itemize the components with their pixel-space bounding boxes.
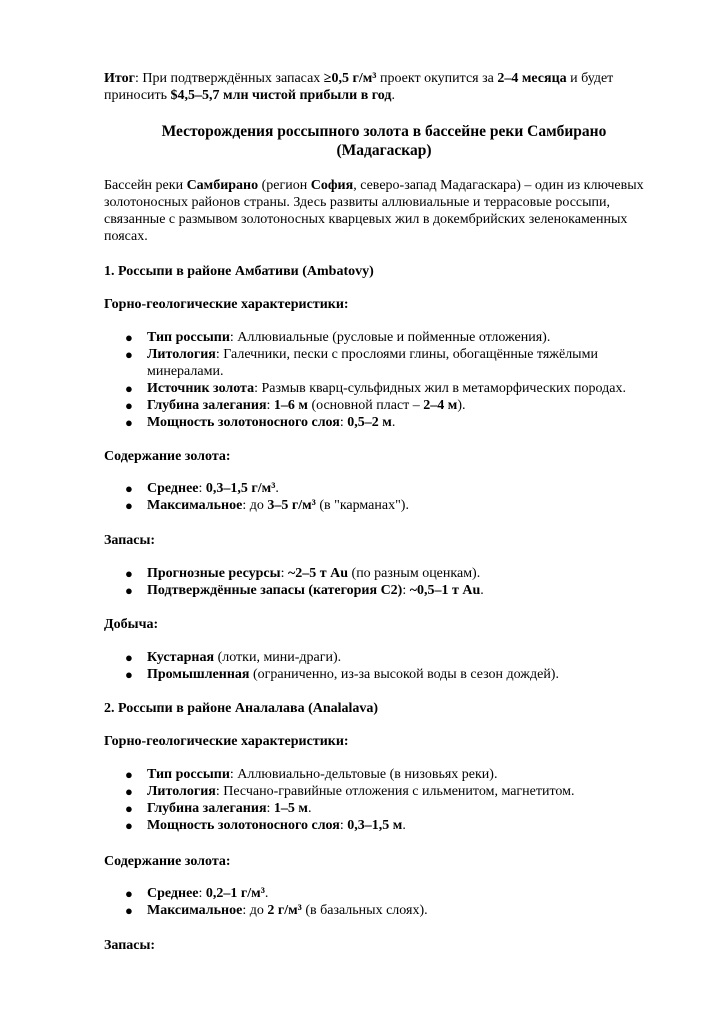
document-title: Месторождения россыпного золота в бассейне реки Самбирано (Мадагаскар) xyxy=(161,123,607,159)
bullet-icon: ● xyxy=(125,415,133,430)
intro-paragraph: Бассейн реки Самбирано (регион София, северо-запад Мадагаскара) – один из ключевых золотоносных районов страны. Здесь развиты аллювиальные и террасовые россыпи, связанные с размывом золотоносных кварцевых жил в докембрийских зеленокаменных поясах. xyxy=(104,178,644,244)
bullet-icon: ● xyxy=(125,650,133,665)
list-item: ● Мощность золотоносного слоя: 0,3–1,5 м. xyxy=(125,818,406,833)
list-item: ● Кустарная (лотки, мини-драги). xyxy=(125,650,342,665)
list-item: ● Мощность золотоносного слоя: 0,5–2 м. xyxy=(125,415,396,430)
section-2-heading: 2. Россыпи в районе Аналалава (Analalava) xyxy=(104,701,379,716)
list-item: ● Максимальное: до 3–5 г/м³ (в "карманах"). xyxy=(125,498,409,513)
bullet-icon: ● xyxy=(125,818,133,833)
s2-geo-heading: Горно-геологические характеристики: xyxy=(104,734,349,749)
bullet-icon: ● xyxy=(125,667,133,682)
bullet-icon: ● xyxy=(125,347,133,362)
s2-geo-list xyxy=(104,766,664,834)
bullet-icon: ● xyxy=(125,767,133,782)
s1-geo-heading: Горно-геологические характеристики: xyxy=(104,297,349,312)
s1-mining-heading: Добыча: xyxy=(104,617,159,632)
s1-content-list xyxy=(104,480,664,514)
bullet-icon: ● xyxy=(125,381,133,396)
s1-geo-list xyxy=(104,329,664,431)
bullet-icon: ● xyxy=(125,481,133,496)
list-item: ● Литология: Песчано-гравийные отложения с ильменитом, магнетитом. xyxy=(125,784,575,799)
bullet-icon: ● xyxy=(125,498,133,513)
list-item: ● Прогнозные ресурсы: ~2–5 т Au (по разным оценкам). xyxy=(125,566,481,581)
list-item: ● Литология: Галечники, пески с прослоями глины, обогащённые тяжёлыми минералами. xyxy=(125,347,598,379)
s1-content-heading: Содержание золота: xyxy=(104,449,231,464)
section-1-heading: 1. Россыпи в районе Амбативи (Ambatovy) xyxy=(104,264,374,279)
s1-reserves-heading: Запасы: xyxy=(104,533,156,548)
list-item: ● Тип россыпи: Аллювиальные (русловые и пойменные отложения). xyxy=(125,330,551,345)
bullet-icon: ● xyxy=(125,886,133,901)
bullet-icon: ● xyxy=(125,801,133,816)
list-item: ● Источник золота: Размыв кварц-сульфидных жил в метаморфических породах. xyxy=(125,381,626,396)
s1-mining-list xyxy=(104,649,664,683)
s2-content-list xyxy=(104,885,664,919)
s1-reserves-list xyxy=(104,565,664,599)
bullet-icon: ● xyxy=(125,903,133,918)
list-item: ● Среднее: 0,2–1 г/м³. xyxy=(125,886,269,901)
bullet-icon: ● xyxy=(125,398,133,413)
bullet-icon: ● xyxy=(125,583,133,598)
bullet-icon: ● xyxy=(125,330,133,345)
list-item: ● Среднее: 0,3–1,5 г/м³. xyxy=(125,481,279,496)
summary-paragraph: Итог: При подтверждённых запасах ≥0,5 г/м³ проект окупится за 2–4 месяца и будет приносить $4,5–5,7 млн чистой прибыли в год. xyxy=(104,71,614,103)
list-item: ● Промышленная (ограниченно, из-за высокой воды в сезон дождей). xyxy=(125,667,559,682)
list-item: ● Подтверждённые запасы (категория C2): ~0,5–1 т Au. xyxy=(125,583,484,598)
bullet-icon: ● xyxy=(125,566,133,581)
list-item: ● Тип россыпи: Аллювиально-дельтовые (в низовьях реки). xyxy=(125,767,498,782)
bullet-icon: ● xyxy=(125,784,133,799)
list-item: ● Глубина залегания: 1–5 м. xyxy=(125,801,312,816)
s2-content-heading: Содержание золота: xyxy=(104,854,231,869)
s2-reserves-heading: Запасы: xyxy=(104,938,156,953)
list-item: ● Глубина залегания: 1–6 м (основной пласт – 2–4 м). xyxy=(125,398,466,413)
list-item: ● Максимальное: до 2 г/м³ (в базальных слоях). xyxy=(125,903,428,918)
